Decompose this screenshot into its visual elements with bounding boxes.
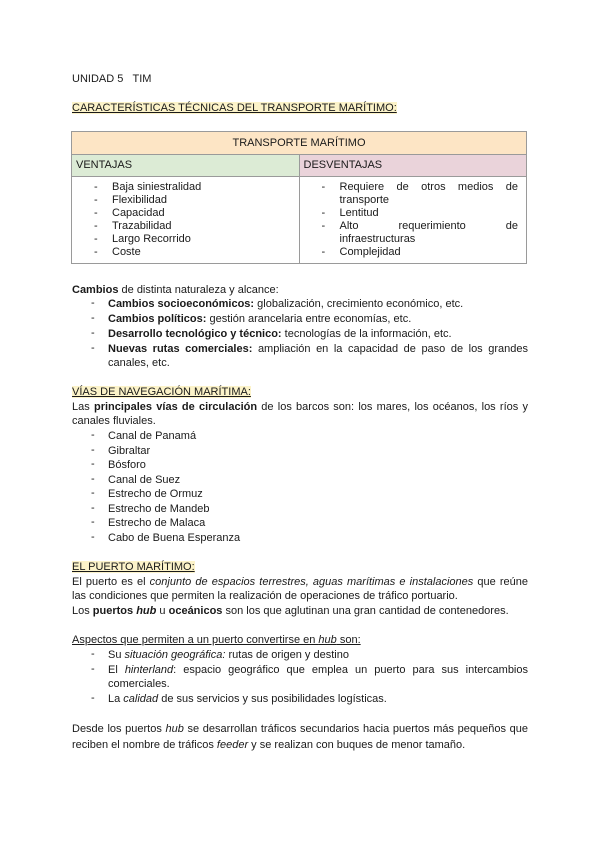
puerto-p1-a: El puerto es el: [72, 576, 150, 588]
vias-item: Canal de Suez: [108, 474, 181, 486]
puerto-p1-italic: conjunto de espacios terrestres, aguas marítimas e instalaciones: [149, 576, 474, 588]
vias-item: Estrecho de Mandeb: [108, 503, 210, 515]
section-title-text: EL PUERTO MARÍTIMO:: [72, 561, 195, 573]
aspectos-item: [108, 663, 528, 691]
aspectos-item-italic: calidad: [123, 693, 159, 705]
section-title-puerto: [72, 560, 528, 574]
dash: -: [91, 444, 95, 456]
cambios-item-text: globalización, crecimiento económico, etc.: [254, 298, 464, 310]
aspectos-title-a: Aspectos que permiten a un puerto convertirse en: [72, 634, 319, 646]
puerto-paragraph-1: [72, 575, 528, 603]
list-item-text: Alto requerimiento de infraestructuras: [339, 220, 518, 245]
dash: -: [91, 342, 95, 354]
dash: -: [91, 312, 95, 324]
closing-paragraph: [72, 721, 528, 753]
closing-c: y se realizan con buques de menor tamaño.: [248, 739, 466, 751]
dash: -: [91, 502, 95, 514]
dash: -: [91, 429, 95, 441]
cambios-bold: Cambios: [72, 284, 119, 296]
table-title: TRANSPORTE MARÍTIMO: [72, 132, 527, 155]
cambios-item-bold: Nuevas rutas comerciales:: [108, 343, 253, 355]
vias-item: Cabo de Buena Esperanza: [108, 532, 241, 544]
list-item: - Capacidad: [76, 207, 295, 220]
aspectos-item-b: de sus servicios y sus posibilidades logísticas.: [158, 693, 387, 705]
puerto-p2-bold: puertos: [92, 605, 137, 617]
puerto-p2-a: Los: [72, 605, 93, 617]
vias-item: Bósforo: [108, 459, 146, 471]
section-title-text: VÍAS DE NAVEGACIÓN MARÍTIMA:: [72, 386, 251, 398]
dash: -: [91, 458, 95, 470]
section-title-text: CARACTERÍSTICAS TÉCNICAS DEL TRANSPORTE MARÍTIMO:: [72, 102, 397, 114]
puerto-p1-b: que reúne las condiciones que permiten la realización de operaciones de tráfico portuario.: [72, 576, 528, 602]
closing-a: Desde los puertos: [72, 723, 166, 735]
section-title-vias: [72, 385, 528, 399]
cambios-item-bold: Cambios socioeconómicos:: [108, 298, 255, 310]
cambios-item: [108, 297, 528, 311]
unit-header: [72, 72, 528, 86]
closing-italic-hub: hub: [165, 723, 184, 735]
vias-item: Estrecho de Malaca: [108, 517, 206, 529]
transport-table: [71, 131, 527, 264]
aspectos-title-italic: hub: [318, 634, 337, 646]
puerto-p2-mid: u: [156, 605, 169, 617]
aspectos-item-b: rutas de origen y destino: [225, 649, 349, 661]
puerto-p2-b: son los que aglutinan una gran cantidad de contenedores.: [222, 605, 509, 617]
aspectos-item-a: Su: [108, 649, 125, 661]
list-item: - Flexibilidad: [76, 194, 295, 207]
table-header-desventajas: DESVENTAJAS: [299, 155, 527, 177]
ventajas-list: [76, 177, 295, 259]
list-item: - Largo Recorrido: [76, 233, 295, 246]
ventajas-cell: [72, 177, 300, 264]
list-item: - Coste: [76, 246, 295, 259]
list-item: - Baja siniestralidad: [76, 181, 295, 194]
dash: -: [91, 663, 95, 675]
dash: -: [91, 297, 95, 309]
aspectos-title: [72, 633, 528, 647]
list-item: [304, 181, 523, 207]
dash: -: [91, 473, 95, 485]
list-item: - Trazabilidad: [76, 220, 295, 233]
cambios-item: [108, 327, 528, 341]
list-item: - Lentitud: [304, 207, 523, 220]
list-item: - Complejidad: [304, 246, 523, 259]
aspectos-item: [108, 648, 528, 662]
aspectos-item-italic: hinterland: [124, 664, 174, 676]
desventajas-cell: [299, 177, 527, 264]
dash: -: [91, 327, 95, 339]
dash: -: [91, 487, 95, 499]
puerto-p2-bolditalic: hub: [136, 605, 157, 617]
dash: -: [91, 531, 95, 543]
aspectos-item-b: : espacio geográfico que emplea un puerto para sus intercambios comerciales.: [108, 664, 528, 690]
cambios-item: [108, 312, 528, 326]
cambios-item-bold: Desarrollo tecnológico y técnico:: [108, 328, 282, 340]
vias-item: Estrecho de Ormuz: [108, 488, 203, 500]
closing-italic-feeder: feeder: [216, 739, 249, 751]
dash: -: [91, 516, 95, 528]
vias-intro-bold: principales vías de circulación: [93, 401, 258, 413]
cambios-item-text: ampliación en la capacidad de paso de los grandes canales, etc.: [108, 343, 528, 369]
cambios-item: [108, 342, 528, 370]
desventajas-list: [304, 177, 523, 259]
aspectos-item-a: La: [108, 693, 124, 705]
cambios-item-text: gestión arancelaria entre economías, etc.: [206, 313, 412, 325]
vias-intro-b: de los barcos son: los mares, los océanos, los ríos y canales fluviales.: [72, 401, 528, 427]
aspectos-title-text: [72, 634, 361, 646]
aspectos-title-b: son:: [336, 634, 361, 646]
puerto-p2-bold2: oceánicos: [168, 605, 223, 617]
unit-label: UNIDAD 5: [72, 73, 124, 85]
table-header-ventajas: VENTAJAS: [72, 155, 300, 177]
aspectos-item-a: El: [108, 664, 125, 676]
unit-code: TIM: [132, 73, 152, 85]
dash: -: [91, 692, 95, 704]
cambios-item-bold: Cambios políticos:: [108, 313, 207, 325]
cambios-intro: [72, 283, 528, 297]
vias-item: Gibraltar: [108, 445, 151, 457]
closing-b: se desarrollan tráficos secundarios hacia puertos más pequeños que reciben el nombre de tráficos: [72, 723, 528, 751]
vias-intro: [72, 400, 528, 428]
puerto-paragraph-2: [72, 604, 528, 618]
cambios-rest: de distinta naturaleza y alcance:: [118, 284, 279, 296]
section-title-caracteristicas: [72, 101, 528, 115]
list-item-text: Requiere de otros medios de transporte: [339, 181, 518, 206]
dash: -: [91, 648, 95, 660]
list-item: [304, 220, 523, 246]
aspectos-item-italic: situación geográfica:: [124, 649, 226, 661]
cambios-item-text: tecnologías de la información, etc.: [281, 328, 452, 340]
aspectos-item: [108, 692, 528, 706]
vias-item: Canal de Panamá: [108, 430, 197, 442]
vias-intro-a: Las: [72, 401, 94, 413]
